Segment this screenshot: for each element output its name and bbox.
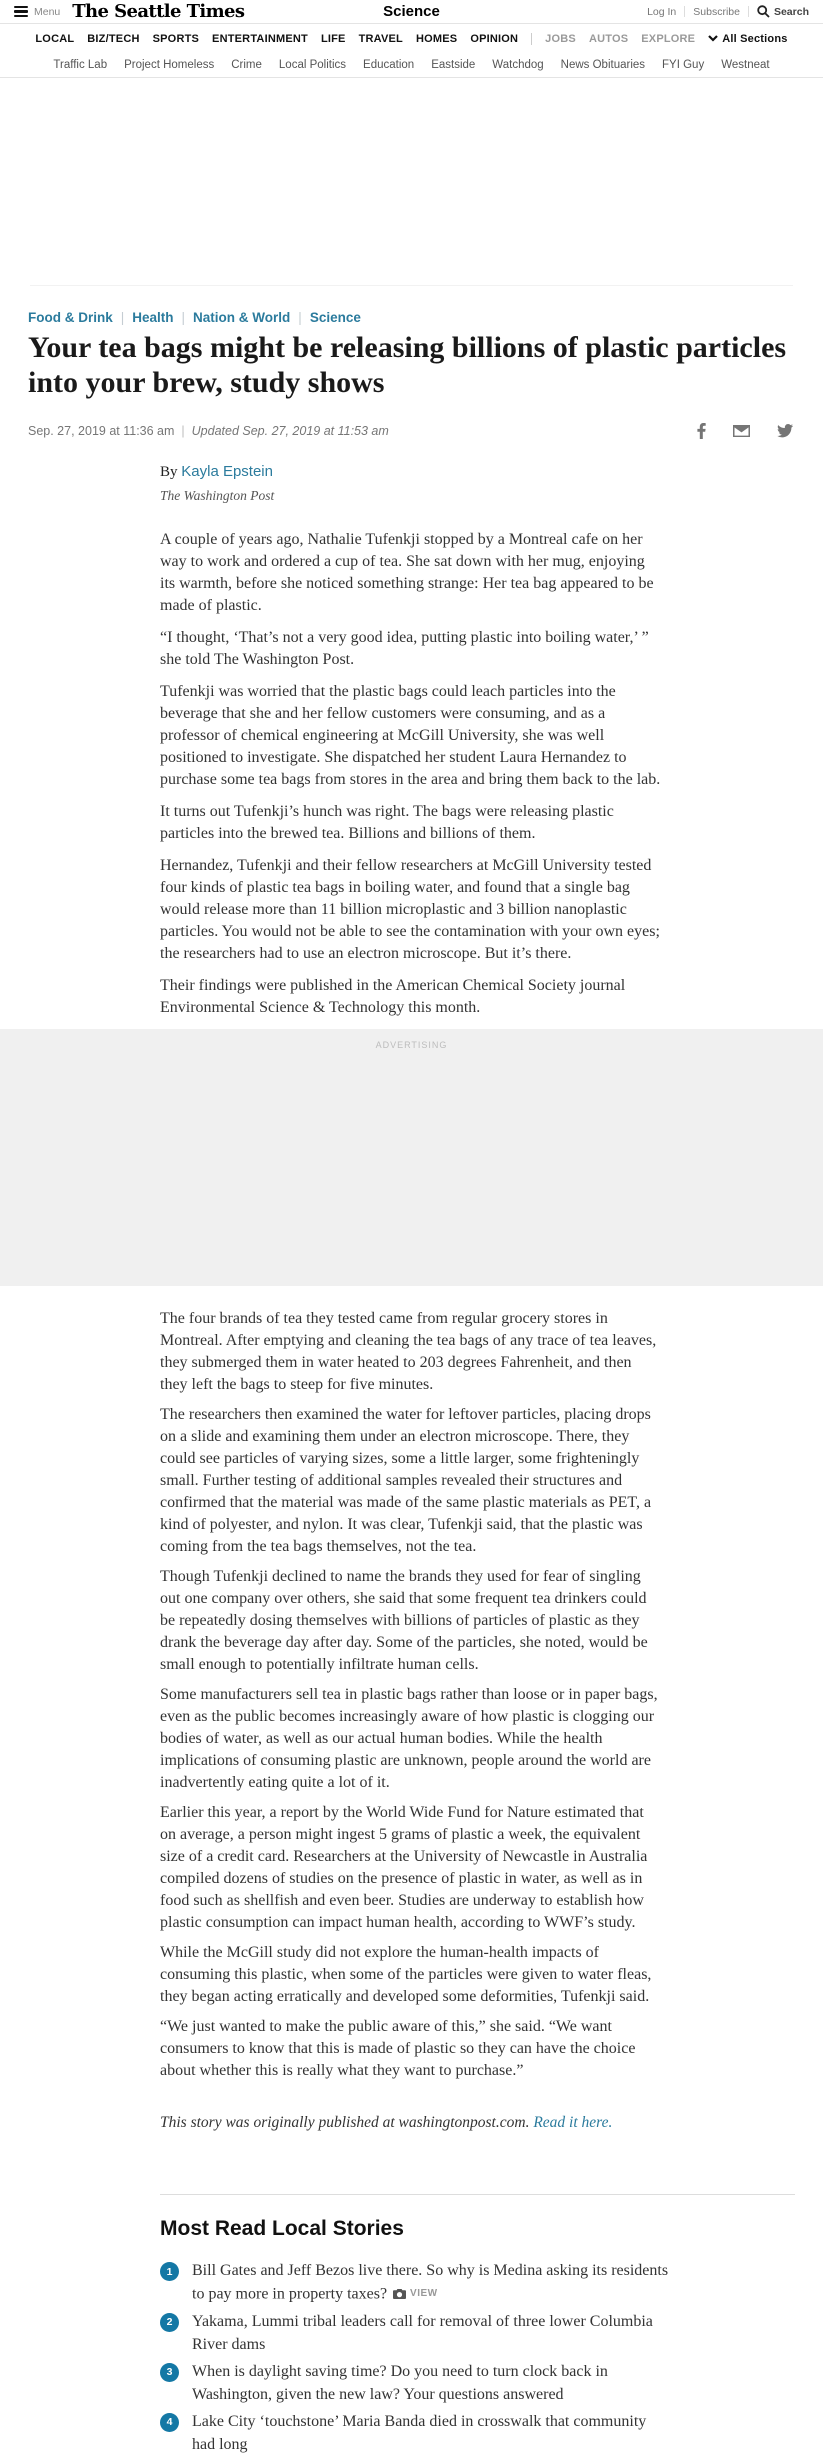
search-label: Search [773, 5, 809, 18]
byline-prefix: By [160, 464, 178, 480]
subnav-project-homeless[interactable]: Project Homeless [124, 59, 215, 71]
facebook-share-icon[interactable] [697, 423, 706, 439]
nav-item-travel[interactable]: TRAVEL [358, 32, 403, 45]
view-badge [393, 2282, 438, 2305]
view-label: VIEW [410, 2288, 438, 2299]
twitter-share-icon[interactable] [777, 424, 793, 438]
paragraph: Hernandez, Tufenkji and their fellow researchers at McGill University tested four kinds of plastic tea bags in boiling water, and found that a single bag would release more than 11 billion microplastic and 3 billion nanoplastic particles. You would not be able to see the contamination with your own eyes; the researchers had to use an electron microscope. But it’s there. [160, 857, 660, 962]
nav-item-homes[interactable]: HOMES [415, 32, 458, 45]
byline [160, 463, 823, 481]
story-link[interactable]: Lake City ‘touchstone’ Maria Banda died in crosswalk that community had long [192, 2412, 647, 2453]
list-item[interactable] [160, 2360, 672, 2406]
paragraph: Earlier this year, a report by the World Wide Fund for Nature estimated that on average, a person might ingest 5 grams of plastic a week, the equivalent size of a credit card. Researchers at the University of Newcastle in Australia compiled dozens of studies on the presence of plastic in water, as well as in food such as shellfish and even beer. Studies are underway to establish how plastic consumption can impact human health, according to WWF’s study. [160, 1804, 648, 1931]
rank-badge: 2 [160, 2313, 179, 2332]
subnav-traffic-lab[interactable]: Traffic Lab [53, 59, 108, 71]
nav-item-entertainment[interactable]: ENTERTAINMENT [212, 32, 308, 45]
most-read-section [160, 2194, 672, 2456]
section-divider [160, 2194, 795, 2195]
topbar-actions [647, 5, 809, 18]
article-body-bottom [160, 1308, 662, 2082]
breadcrumb-science[interactable]: Science [309, 310, 361, 325]
rank-badge: 1 [160, 2262, 179, 2281]
all-sections-button[interactable] [708, 33, 787, 45]
author-link[interactable]: Kayla Epstein [181, 463, 273, 480]
nav-item-sports[interactable]: SPORTS [152, 32, 200, 45]
nav-item-autos[interactable]: AUTOS [588, 32, 629, 45]
camera-icon [393, 2289, 406, 2299]
subscribe-link[interactable]: Subscribe [693, 5, 740, 18]
share-bar [697, 423, 795, 439]
search-button[interactable] [757, 5, 809, 18]
nav-item-life[interactable]: LIFE [320, 32, 346, 45]
subnav-news-obituaries[interactable]: News Obituaries [560, 59, 646, 71]
rank-badge: 3 [160, 2363, 179, 2382]
dateline [28, 424, 389, 438]
article-body-top [160, 529, 662, 1019]
list-item[interactable] [160, 2259, 672, 2306]
advertising-label: ADVERTISING [375, 1040, 448, 1050]
all-sections-label: All Sections [722, 32, 788, 45]
paragraph: A couple of years ago, Nathalie Tufenkji stopped by a Montreal cafe on her way to work and ordered a cup of tea. She sat down with her mug, enjoying its warmth, before she noticed something strange: Her tea bag appeared to be made of plastic. [160, 531, 654, 614]
secondary-nav [0, 53, 823, 78]
subnav-local-politics[interactable]: Local Politics [278, 59, 347, 71]
nav-item-local[interactable]: LOCAL [35, 32, 75, 45]
subnav-eastside[interactable]: Eastside [431, 59, 476, 71]
subnav-crime[interactable]: Crime [231, 59, 262, 71]
menu-button[interactable] [14, 6, 60, 18]
page-section-title: Science [383, 3, 440, 20]
seattle-times-logo[interactable]: The Seattle Times [72, 1, 245, 22]
list-item[interactable] [160, 2310, 672, 2356]
breadcrumb [28, 310, 795, 325]
article-meta-row [28, 423, 795, 439]
story-link[interactable] [192, 2259, 672, 2306]
most-read-title: Most Read Local Stories [160, 2217, 404, 2240]
story-link[interactable]: When is daylight saving time? Do you need to turn clock back in Washington, given the new law? Your questions answered [192, 2362, 608, 2403]
advertisement-slot [0, 1029, 823, 1286]
subnav-watchdog[interactable]: Watchdog [492, 59, 544, 71]
nav-item-biztech[interactable]: BIZ/TECH [87, 32, 140, 45]
article [0, 310, 823, 2132]
menu-label: Menu [34, 5, 61, 18]
email-share-icon[interactable] [733, 425, 750, 437]
paragraph: Though Tufenkji declined to name the brands they used for fear of singling out one company over others, she said that some frequent tea drinkers could be repeatedly dosing themselves with billions of particles of plastic as they drank the beverage day after day. Some of the particles, she noted, would be small enough to potentially infiltrate human cells. [160, 1568, 648, 1673]
article-headline: Your tea bags might be releasing billions of plastic particles into your brew, study shows [28, 331, 787, 399]
breadcrumb-food-drink[interactable]: Food & Drink [28, 310, 113, 325]
story-link[interactable]: Yakama, Lummi tribal leaders call for removal of three lower Columbia River dams [192, 2312, 653, 2353]
nav-item-explore[interactable]: EXPLORE [641, 32, 696, 45]
updated-date: Updated Sep. 27, 2019 at 11:53 am [191, 424, 389, 438]
nav-item-jobs[interactable]: JOBS [545, 32, 576, 45]
nav-item-opinion[interactable]: OPINION [470, 32, 519, 45]
subnav-education[interactable]: Education [363, 59, 415, 71]
read-it-here-link[interactable]: Read it here. [533, 2114, 613, 2131]
paragraph: The four brands of tea they tested came from regular grocery stores in Montreal. After emptying and cleaning the tea bags of any trace of tea leaves, they submerged them in water heated to 203 degrees Fahrenheit, and then they left the bags to steep for five minutes. [160, 1310, 657, 1393]
separator [748, 6, 749, 17]
hamburger-icon [14, 6, 28, 18]
nav-divider [531, 33, 532, 45]
primary-nav [0, 24, 823, 53]
subnav-fyi-guy[interactable]: FYI Guy [662, 59, 705, 71]
rank-badge: 4 [160, 2413, 179, 2432]
empty-ad-slot [30, 78, 793, 286]
login-link[interactable]: Log In [647, 5, 677, 18]
published-date: Sep. 27, 2019 at 11:36 am [28, 424, 175, 438]
breadcrumb-separator: | [181, 310, 186, 325]
breadcrumb-nation-world[interactable]: Nation & World [193, 310, 291, 325]
paragraph: “I thought, ‘That’s not a very good idea, putting plastic into boiling water,’ ” she told The Washington Post. [160, 629, 649, 668]
site-header [0, 0, 823, 78]
story-title: Bill Gates and Jeff Bezos live there. So why is Medina asking its residents to pay more in property taxes? [192, 2262, 669, 2303]
most-read-list [160, 2259, 672, 2456]
paragraph: While the McGill study did not explore the human-health impacts of consuming this plastic, when some of the particles were given to water fleas, they began acting erratically and developed some deformities, Tufenkji said. [160, 1944, 652, 2005]
subnav-westneat[interactable]: Westneat [721, 59, 770, 71]
paragraph: It turns out Tufenkji’s hunch was right. The bags were releasing plastic particles into the brewed tea. Billions and billions of them. [160, 803, 614, 842]
breadcrumb-separator: | [120, 310, 125, 325]
separator [684, 6, 685, 17]
chevron-down-icon [708, 35, 718, 42]
origin-footnote [160, 2114, 680, 2132]
source-credit: The Washington Post [160, 488, 275, 503]
paragraph: Their findings were published in the American Chemical Society journal Environmental Science & Technology this month. [160, 977, 626, 1016]
date-separator: | [181, 424, 185, 438]
search-icon [757, 5, 770, 18]
top-bar [0, 0, 823, 24]
paragraph: Tufenkji was worried that the plastic bags could leach particles into the beverage that she and her fellow customers were consuming, and as a professor of chemical engineering at McGill University, she was well positioned to investigate. She dispatched her student Laura Hernandez to purchase some tea bags from stores in the area and bring them back to the lab. [160, 683, 661, 788]
list-item[interactable] [160, 2410, 672, 2456]
breadcrumb-health[interactable]: Health [132, 310, 174, 325]
breadcrumb-separator: | [298, 310, 302, 325]
paragraph: “We just wanted to make the public aware of this,” she said. “We want consumers to know that this is made of plastic so they can have the choice about whether this is really what they want to purchase.” [160, 2018, 636, 2079]
paragraph: Some manufacturers sell tea in plastic bags rather than loose or in paper bags, even as the public becomes increasingly aware of how plastic is clogging our bodies of water, as well as our actual human bodies. While the health implications of consuming plastic are unknown, people around the world are inadvertently eating quite a lot of it. [160, 1686, 658, 1791]
footnote-text: This story was originally published at washingtonpost.com. [160, 2114, 530, 2131]
paragraph: The researchers then examined the water for leftover particles, placing drops on a slide and examining them under an electron microscope. There, they could see particles of varying sizes, some a little larger, some frighteningly small. Further testing of additional samples revealed their structures and confirmed that the material was made of the same plastic materials as PET, a kind of polyester, and nylon. It was clear, Tufenkji said, that the plastic was coming from the tea bags themselves, not the tea. [160, 1406, 652, 1555]
